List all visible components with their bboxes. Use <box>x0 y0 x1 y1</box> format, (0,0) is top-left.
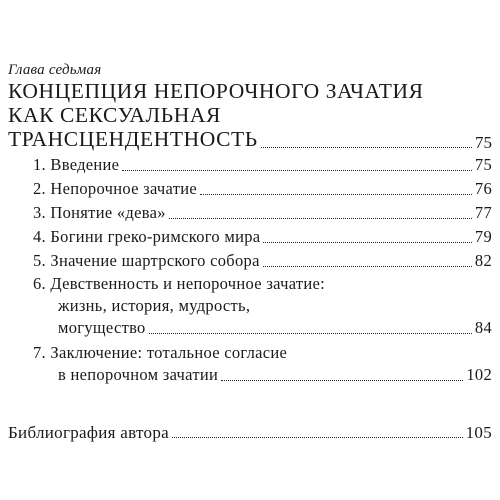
chapter-title-line-1: КОНЦЕПЦИЯ НЕПОРОЧНОГО ЗАЧАТИЯ <box>8 79 424 103</box>
toc-entry-chartres-cathedral[interactable] <box>33 253 492 270</box>
toc-entry-page: 102 <box>466 365 492 384</box>
toc-entry-label: 3. Понятие «дева» <box>33 203 166 222</box>
toc-entry-conclusion-line-1[interactable]: 7. Заключение: тотальное согласие <box>33 343 288 362</box>
chapter-label: Глава седьмая <box>8 62 102 78</box>
toc-entry-page: 76 <box>474 179 492 198</box>
toc-entry-greco-roman-goddesses[interactable] <box>33 229 492 246</box>
toc-entry-virginity[interactable] <box>58 320 492 337</box>
toc-entry-page: 79 <box>474 227 492 246</box>
toc-entry-page: 84 <box>474 318 492 337</box>
dot-leader <box>263 266 472 267</box>
toc-entry-label: в непорочном зачатии <box>58 365 219 384</box>
dot-leader <box>200 194 472 195</box>
toc-entry-label: 1. Введение <box>33 155 120 174</box>
toc-entry-label: 2. Непорочное зачатие <box>33 179 197 198</box>
toc-entry-immaculate-conception[interactable] <box>33 181 492 198</box>
toc-entry-conclusion[interactable] <box>58 367 492 384</box>
toc-entry-bibliography[interactable] <box>8 424 492 441</box>
bibliography-page: 105 <box>465 423 492 442</box>
dot-leader <box>263 242 471 243</box>
dot-leader <box>172 437 463 438</box>
bibliography-label: Библиография автора <box>8 423 169 442</box>
toc-entry-page: 77 <box>474 203 492 222</box>
dot-leader <box>169 218 472 219</box>
toc-entry-label: 4. Богини греко-римского мира <box>33 227 261 246</box>
chapter-title-line-2: КАК СЕКСУАЛЬНАЯ <box>8 103 221 127</box>
chapter-title-line-3: ТРАНСЦЕНДЕНТНОСТЬ <box>8 127 258 151</box>
toc-entry-virginity-line-2[interactable]: жизнь, история, мудрость, <box>58 296 251 315</box>
toc-entry-introduction[interactable] <box>33 157 492 174</box>
dot-leader <box>221 380 463 381</box>
dot-leader <box>261 147 472 148</box>
chapter-page-number: 75 <box>475 132 492 152</box>
toc-entry-virginity-line-1[interactable]: 6. Девственность и непорочное зачатие: <box>33 274 326 293</box>
toc-entry-label: могущество <box>58 318 146 337</box>
toc-entry-virgin-concept[interactable] <box>33 205 492 222</box>
dot-leader <box>149 333 472 334</box>
toc-entry-page: 82 <box>474 251 492 270</box>
toc-entry-page: 75 <box>474 155 492 174</box>
toc-entry-label: 5. Значение шартрского собора <box>33 251 260 270</box>
chapter-title-row[interactable] <box>8 129 492 151</box>
dot-leader <box>122 170 472 171</box>
